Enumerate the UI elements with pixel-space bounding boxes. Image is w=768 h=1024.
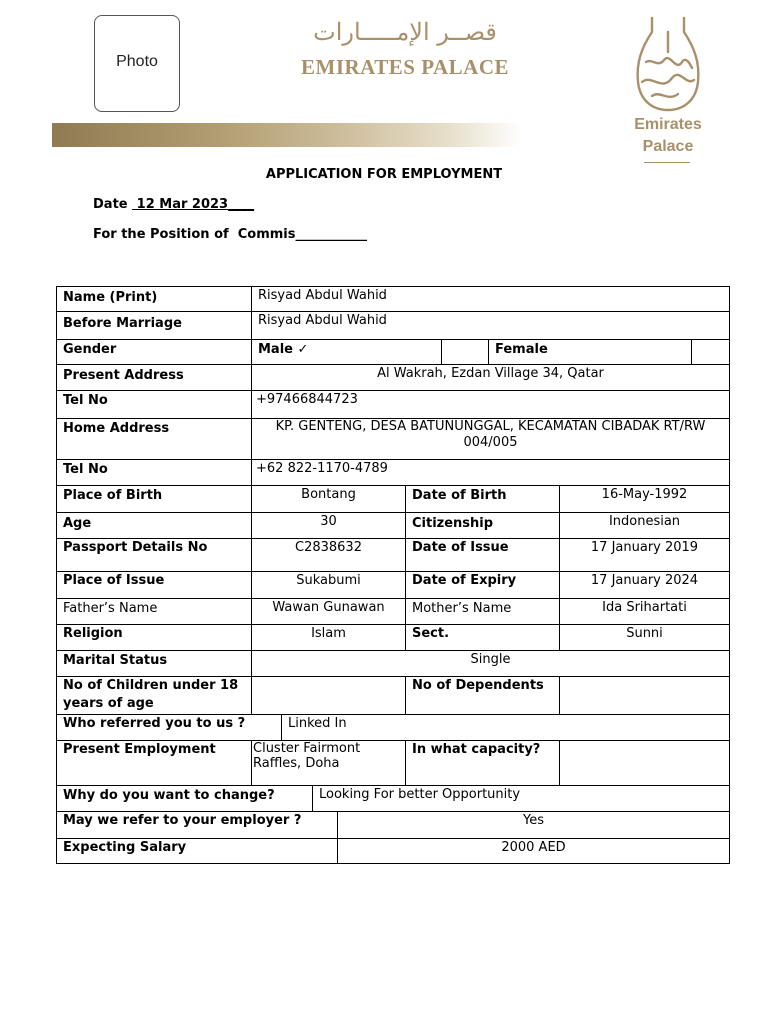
gold-gradient-bar: [52, 123, 522, 147]
present-address-label: Present Address: [56, 364, 252, 391]
date-of-expiry-label: Date of Expiry: [405, 571, 560, 599]
present-employment-label: Present Employment: [56, 740, 252, 786]
refer-employer-value: Yes: [337, 811, 730, 839]
date-of-issue-label: Date of Issue: [405, 538, 560, 572]
date-of-birth-value: 16-May-1992: [559, 485, 730, 513]
position-blank: ___________: [295, 227, 367, 242]
position-value: Commis: [237, 227, 296, 242]
photo-placeholder: [94, 15, 180, 112]
why-change-value: Looking For better Opportunity: [312, 785, 730, 812]
religion-value: Islam: [251, 624, 406, 651]
logo-text-emirates: Emirates: [634, 116, 702, 133]
tel-no-2-label: Tel No: [56, 459, 252, 486]
referred-value: Linked In: [281, 714, 730, 741]
mothers-name-label: Mother’s Name: [405, 598, 560, 625]
name-value: Risyad Abdul Wahid: [251, 286, 730, 312]
form-title: APPLICATION FOR EMPLOYMENT: [265, 167, 503, 182]
position-label: For the Position of: [93, 227, 238, 242]
date-of-birth-label: Date of Birth: [405, 485, 560, 513]
date-of-issue-value: 17 January 2019: [559, 538, 730, 572]
tel-no-label: Tel No: [56, 390, 252, 419]
sect-value: Sunni: [559, 624, 730, 651]
age-value: 30: [251, 512, 406, 539]
photo-label: Photo: [116, 53, 158, 70]
place-of-birth-label: Place of Birth: [56, 485, 252, 513]
citizenship-value: Indonesian: [559, 512, 730, 539]
capacity-label: In what capacity?: [405, 740, 560, 786]
mothers-name-value: Ida Srihartati: [559, 598, 730, 625]
dependents-value[interactable]: [559, 676, 730, 715]
passport-details-value: C2838632: [251, 538, 406, 572]
dependents-label: No of Dependents: [405, 676, 560, 715]
place-of-issue-value: Sukabumi: [251, 571, 406, 599]
brand-name-english: EMIRATES PALACE: [301, 55, 509, 79]
refer-employer-label: May we refer to your employer ?: [56, 811, 338, 839]
gender-female-box[interactable]: [691, 339, 730, 365]
home-address-label: Home Address: [56, 418, 252, 460]
name-label: Name (Print): [56, 286, 252, 312]
date-label: Date: [93, 197, 133, 212]
children-label: No of Children under 18 years of age: [56, 676, 252, 715]
logo-text-palace: Palace: [642, 138, 694, 155]
sect-label: Sect.: [405, 624, 560, 651]
fathers-name-value: Wawan Gunawan: [251, 598, 406, 625]
place-of-issue-label: Place of Issue: [56, 571, 252, 599]
gender-female-option[interactable]: Female: [488, 339, 692, 365]
logo-underline: [644, 162, 690, 163]
present-address-value: Al Wakrah, Ezdan Village 34, Qatar: [251, 364, 730, 391]
date-line: [93, 197, 254, 212]
expecting-salary-value: 2000 AED: [337, 838, 730, 864]
why-change-label: Why do you want to change?: [56, 785, 313, 812]
religion-label: Religion: [56, 624, 252, 651]
children-value[interactable]: [251, 676, 406, 715]
marital-status-value: Single: [251, 650, 730, 677]
date-value: 12 Mar 2023: [132, 197, 229, 212]
position-line: [93, 227, 367, 242]
referred-label: Who referred you to us ?: [56, 714, 282, 741]
present-employment-value: Cluster Fairmont Raffles, Doha: [251, 740, 406, 786]
date-of-expiry-value: 17 January 2024: [559, 571, 730, 599]
home-address-value: KP. GENTENG, DESA BATUNUNGGAL, KECAMATAN CIBADAK RT/RW 004/005: [251, 418, 730, 460]
place-of-birth-value: Bontang: [251, 485, 406, 513]
passport-details-label: Passport Details No: [56, 538, 252, 572]
age-label: Age: [56, 512, 252, 539]
gender-male-option[interactable]: Male ✓: [251, 339, 442, 365]
tel-no-value: +97466844723: [251, 390, 730, 419]
capacity-value[interactable]: [559, 740, 730, 786]
date-blank: ____: [228, 197, 255, 212]
gender-label: Gender: [56, 339, 252, 365]
gender-male-box[interactable]: [441, 339, 489, 365]
brand-name-arabic: قصــر الإمـــــارات: [313, 18, 497, 46]
tel-no-2-value: +62 822-1170-4789: [251, 459, 730, 486]
fathers-name-label: Father’s Name: [56, 598, 252, 625]
citizenship-label: Citizenship: [405, 512, 560, 539]
before-marriage-value: Risyad Abdul Wahid: [251, 311, 730, 340]
before-marriage-label: Before Marriage: [56, 311, 252, 340]
expecting-salary-label: Expecting Salary: [56, 838, 338, 864]
marital-status-label: Marital Status: [56, 650, 252, 677]
